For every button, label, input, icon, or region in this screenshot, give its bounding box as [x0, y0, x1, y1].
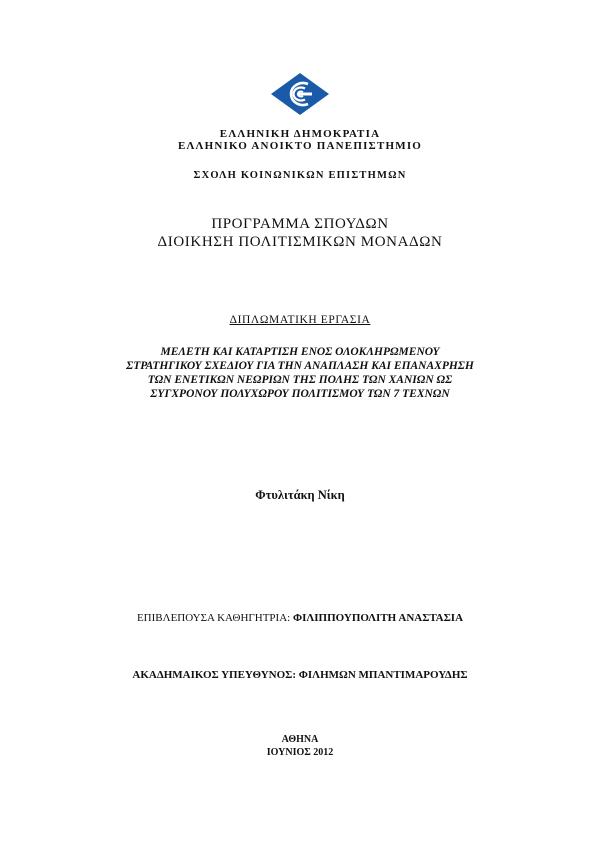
school-name: ΣΧΟΛΗ ΚΟΙΝΩΝΙΚΩΝ ΕΠΙΣΤΗΜΩΝ [193, 170, 407, 181]
eap-university-logo-icon [270, 72, 330, 116]
supervisor-label: ΕΠΙΒΛΕΠΟΥΣΑ ΚΑΘΗΓΗΤΡΙΑ: [136, 612, 293, 624]
university-name: ΕΛΛΗΝΙΚΟ ΑΝΟΙΚΤΟ ΠΑΝΕΠΙΣΤΗΜΙΟ [177, 140, 423, 152]
academic-name: ΦΙΛΗΜΩΝ ΜΠΑΝΤΙΜΑΡΟΥΔΗΣ [298, 669, 468, 681]
programme-label: ΠΡΟΓΡΑΜΜΑ ΣΠΟΥΔΩΝ [211, 216, 389, 232]
thesis-title-line: ΜΕΛΕΤΗ ΚΑΙ ΚΑΤΑΡΤΙΣΗ ΕΝΟΣ ΟΛΟΚΛΗΡΩΜΕΝΟΥ [160, 346, 440, 358]
academic-label: ΑΚΑΔΗΜΑΙΚΟΣ ΥΠΕΥΘΥΝΟΣ: [132, 669, 299, 681]
supervisor-name: ΦΙΛΙΠΠΟΥΠΟΛΙΤΗ ΑΝΑΣΤΑΣΙΑ [292, 612, 464, 624]
country-name: ΕΛΛΗΝΙΚΗ ΔΗΜΟΚΡΑΤΙΑ [219, 128, 381, 140]
supervisor-line [0, 612, 600, 624]
academic-line [0, 669, 600, 681]
thesis-title-line: ΣΤΡΑΤΗΓΙΚΟΥ ΣΧΕΔΙΟΥ ΓΙΑ ΤΗΝ ΑΝΑΠΛΑΣΗ ΚΑΙ ΕΠΑΝΑΧΡΗΣΗ [126, 360, 474, 372]
city: ΑΘΗΝΑ [281, 734, 319, 745]
date: ΙΟΥΝΙΟΣ 2012 [266, 747, 334, 758]
author-name: Φτυλιτάκη Νίκη [255, 488, 345, 502]
thesis-label: ΔΙΠΛΩΜΑΤΙΚΗ ΕΡΓΑΣΙΑ [229, 314, 371, 326]
thesis-title-line: ΤΩΝ ΕΝΕΤΙΚΩΝ ΝΕΩΡΙΩΝ ΤΗΣ ΠΟΛΗΣ ΤΩΝ ΧΑΝΙΩΝ ΩΣ [147, 374, 453, 386]
thesis-title-line: ΣΥΓΧΡΟΝΟΥ ΠΟΛΥΧΩΡΟΥ ΠΟΛΙΤΙΣΜΟΥ ΤΩΝ 7 ΤΕΧΝΩΝ [150, 388, 450, 400]
programme-name: ΔΙΟΙΚΗΣΗ ΠΟΛΙΤΙΣΜΙΚΩΝ ΜΟΝΑΔΩΝ [157, 234, 443, 250]
